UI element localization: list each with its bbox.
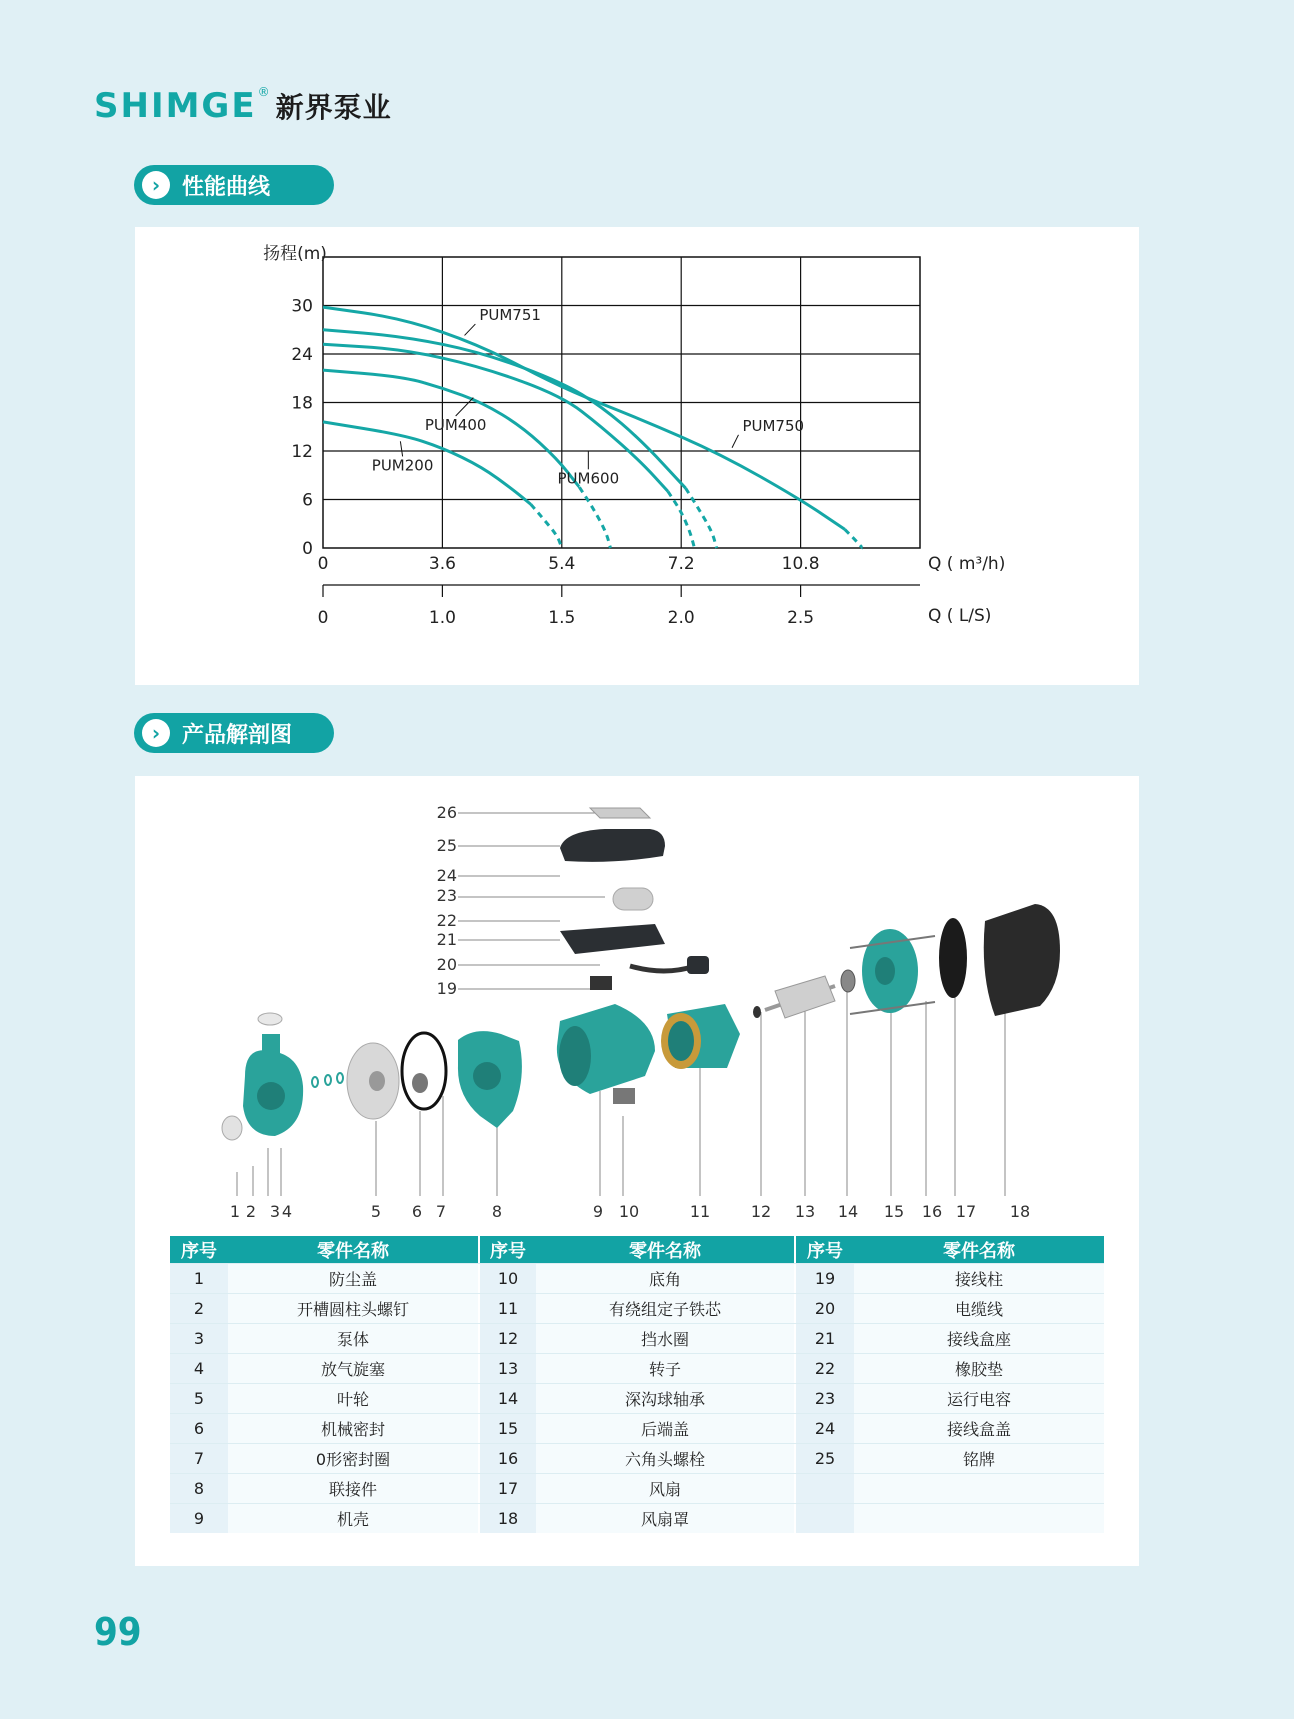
x-tick-label: 7.2 <box>667 554 695 574</box>
table-row <box>170 1444 1104 1474</box>
table-row <box>170 1354 1104 1384</box>
part-name-cell: 风扇 <box>536 1474 794 1504</box>
x-tick-label: 0 <box>317 554 329 574</box>
bottom-number-group <box>230 1202 1030 1221</box>
dust-cap-part <box>222 1116 242 1140</box>
column-header-name: 零件名称 <box>536 1236 794 1264</box>
callout-number: 3 <box>269 1202 281 1221</box>
part-number-cell: 21 <box>796 1324 854 1354</box>
series-label: PUM600 <box>557 469 620 488</box>
base-foot-part <box>613 1088 635 1104</box>
callout-number: 1 <box>229 1202 241 1221</box>
section-header-performance <box>134 165 334 205</box>
performance-chart <box>135 227 1139 685</box>
table-row <box>170 1474 1104 1504</box>
callout-number: 7 <box>435 1202 447 1221</box>
part-number-cell: 14 <box>480 1384 536 1414</box>
parts-table-body <box>170 1264 1104 1534</box>
series-leader-line <box>465 324 476 335</box>
exploded-view-panel <box>135 776 1139 1566</box>
part-name-cell: 深沟球轴承 <box>536 1384 794 1414</box>
chevron-right-icon: › <box>142 719 170 747</box>
part-number-cell: 13 <box>480 1354 536 1384</box>
part-number-cell: 12 <box>480 1324 536 1354</box>
part-name-cell: 转子 <box>536 1354 794 1384</box>
part-name-cell: 机壳 <box>228 1504 478 1534</box>
terminal-part <box>590 976 612 990</box>
callout-number: 21 <box>436 930 457 949</box>
callout-number: 26 <box>436 803 457 822</box>
part-number-cell: 10 <box>480 1264 536 1294</box>
part-number-cell: 22 <box>796 1354 854 1384</box>
part-name-cell: 挡水圈 <box>536 1324 794 1354</box>
table-header-row <box>170 1236 1104 1264</box>
table-row <box>170 1264 1104 1294</box>
callout-number: 4 <box>281 1202 293 1221</box>
series-label: PUM750 <box>742 416 805 435</box>
x-axis-label: Q ( m³/h) <box>928 554 1006 574</box>
part-number-cell: 6 <box>170 1414 228 1444</box>
column-header-name: 零件名称 <box>228 1236 478 1264</box>
callout-number: 15 <box>883 1202 905 1221</box>
table-row <box>170 1294 1104 1324</box>
cable-part <box>630 966 695 971</box>
part-name-cell: 风扇罩 <box>536 1504 794 1534</box>
part-name-cell: 防尘盖 <box>228 1264 478 1294</box>
part-name-cell: 0形密封圈 <box>228 1444 478 1474</box>
x-tick-label: 3.6 <box>428 554 456 574</box>
series-label: PUM400 <box>424 415 487 434</box>
table-row <box>170 1504 1104 1534</box>
part-number-cell: 25 <box>796 1444 854 1474</box>
section-title: 产品解剖图 <box>182 722 293 748</box>
part-number-cell: 2 <box>170 1294 228 1324</box>
performance-chart-panel <box>135 227 1139 685</box>
part-name-cell: 六角头螺栓 <box>536 1444 794 1474</box>
secondary-x-tick-label: 2.5 <box>787 608 815 628</box>
part-name-cell: 放气旋塞 <box>228 1354 478 1384</box>
curve-pum750-dashed <box>845 529 863 548</box>
part-number-cell: 23 <box>796 1384 854 1414</box>
part-name-cell: 电缆线 <box>854 1294 1104 1324</box>
callout-number: 6 <box>411 1202 423 1221</box>
part-number-cell: 24 <box>796 1414 854 1444</box>
part-name-cell: 铭牌 <box>854 1444 1104 1474</box>
motor-housing-part <box>557 1004 655 1094</box>
table-row <box>170 1414 1104 1444</box>
part-name-cell: 机械密封 <box>228 1414 478 1444</box>
secondary-x-tick-label: 0 <box>317 608 329 628</box>
table-row <box>170 1324 1104 1354</box>
part-name-cell: 联接件 <box>228 1474 478 1504</box>
series-leader-line <box>456 398 474 416</box>
column-header-num: 序号 <box>170 1236 228 1264</box>
callout-number: 5 <box>370 1202 382 1221</box>
part-name-cell: 底角 <box>536 1264 794 1294</box>
part-number-cell: 5 <box>170 1384 228 1414</box>
curve-pum200-dashed <box>531 504 562 548</box>
parts-table <box>170 1236 1104 1533</box>
curve-pum400-dashed <box>579 487 610 548</box>
page-number: 99 <box>94 1610 142 1654</box>
callout-number: 14 <box>837 1202 859 1221</box>
junction-box-base-part <box>560 924 665 954</box>
y-tick-label: 24 <box>291 345 313 365</box>
nameplate-part <box>590 808 650 818</box>
secondary-x-tick-label: 1.0 <box>428 608 456 628</box>
capacitor-part <box>613 888 653 910</box>
callout-number: 17 <box>955 1202 977 1221</box>
part-number-cell: 20 <box>796 1294 854 1324</box>
part-number-cell: 3 <box>170 1324 228 1354</box>
section-header-exploded <box>134 713 334 753</box>
callout-number: 11 <box>689 1202 711 1221</box>
part-number-cell: 15 <box>480 1414 536 1444</box>
x-tick-label: 5.4 <box>548 554 576 574</box>
brand-name-en: SHIMGE <box>94 86 257 126</box>
secondary-x-tick-label: 2.0 <box>667 608 695 628</box>
y-tick-label: 0 <box>302 539 313 559</box>
part-name-cell: 后端盖 <box>536 1414 794 1444</box>
part-number-cell: 7 <box>170 1444 228 1474</box>
part-number-cell: 19 <box>796 1264 854 1294</box>
part-number-cell: 8 <box>170 1474 228 1504</box>
y-tick-label: 12 <box>291 442 313 462</box>
part-number-cell: 11 <box>480 1294 536 1324</box>
callout-number: 12 <box>750 1202 772 1221</box>
o-ring-part <box>402 1033 446 1109</box>
column-header-num: 序号 <box>796 1236 854 1264</box>
part-number-cell <box>796 1504 854 1534</box>
brand-name-cn: 新界泵业 <box>275 91 392 124</box>
part-name-cell: 叶轮 <box>228 1384 478 1414</box>
part-name-cell: 橡胶垫 <box>854 1354 1104 1384</box>
part-name-cell: 泵体 <box>228 1324 478 1354</box>
water-ring-part <box>753 1006 761 1018</box>
junction-box-cover-part <box>560 829 665 862</box>
part-number-cell: 18 <box>480 1504 536 1534</box>
callout-number: 20 <box>436 955 457 974</box>
callout-number: 10 <box>618 1202 640 1221</box>
secondary-x-axis-label: Q ( L/S) <box>928 606 992 626</box>
column-header-num: 序号 <box>480 1236 536 1264</box>
part-name-cell: 接线柱 <box>854 1264 1104 1294</box>
part-name-cell: 有绕组定子铁芯 <box>536 1294 794 1324</box>
part-name-cell <box>854 1474 1104 1504</box>
stator-part <box>661 1004 740 1069</box>
brand-logo <box>94 86 392 126</box>
callout-number-group <box>437 803 457 998</box>
cable-plug <box>687 956 709 974</box>
mechanical-seal-part <box>412 1073 428 1093</box>
part-number-cell: 1 <box>170 1264 228 1294</box>
callout-number: 18 <box>1009 1202 1031 1221</box>
section-title: 性能曲线 <box>182 174 271 200</box>
fan-cover-part <box>984 904 1060 1016</box>
registered-mark: ® <box>257 85 270 99</box>
part-number-cell: 17 <box>480 1474 536 1504</box>
y-tick-label: 30 <box>291 296 313 317</box>
y-tick-label: 6 <box>302 490 313 511</box>
fan-part <box>939 918 967 998</box>
series-label: PUM751 <box>479 306 541 325</box>
part-name-cell: 接线盒座 <box>854 1324 1104 1354</box>
table-row <box>170 1384 1104 1414</box>
y-tick-label: 18 <box>291 393 313 414</box>
callout-number: 19 <box>436 979 457 998</box>
part-number-cell: 9 <box>170 1504 228 1534</box>
small-seals <box>312 1073 343 1087</box>
callout-number: 9 <box>592 1202 604 1221</box>
connector-part <box>458 1031 522 1128</box>
rotor-part <box>765 976 835 1018</box>
callout-number: 23 <box>436 886 457 905</box>
callout-number: 2 <box>245 1202 257 1221</box>
chevron-right-icon: › <box>142 171 170 199</box>
part-number-cell: 4 <box>170 1354 228 1384</box>
series-label: PUM200 <box>371 456 434 475</box>
callout-number: 22 <box>436 911 457 930</box>
column-header-name: 零件名称 <box>854 1236 1104 1264</box>
callout-number: 13 <box>794 1202 816 1221</box>
series-leader-line <box>732 435 738 448</box>
part-name-cell: 接线盒盖 <box>854 1414 1104 1444</box>
part-number-cell: 16 <box>480 1444 536 1474</box>
secondary-x-tick-label: 1.5 <box>548 608 576 628</box>
bearing-part <box>841 970 855 992</box>
exploded-diagram <box>135 776 1139 1236</box>
curve-pum751-dashed <box>686 488 717 548</box>
callout-number: 24 <box>436 866 457 885</box>
callout-number: 8 <box>491 1202 503 1221</box>
impeller-part <box>347 1043 399 1119</box>
dust-cap-top <box>258 1013 282 1025</box>
series-leader-line <box>400 441 402 456</box>
y-axis-label: 扬程(m) <box>263 244 327 264</box>
x-tick-label: 10.8 <box>781 554 820 574</box>
callout-number: 16 <box>921 1202 943 1221</box>
part-number-cell <box>796 1474 854 1504</box>
part-name-cell <box>854 1504 1104 1534</box>
callout-number: 25 <box>436 836 457 855</box>
pump-body-part <box>243 1034 303 1136</box>
part-name-cell: 开槽圆柱头螺钉 <box>228 1294 478 1324</box>
part-name-cell: 运行电容 <box>854 1384 1104 1414</box>
